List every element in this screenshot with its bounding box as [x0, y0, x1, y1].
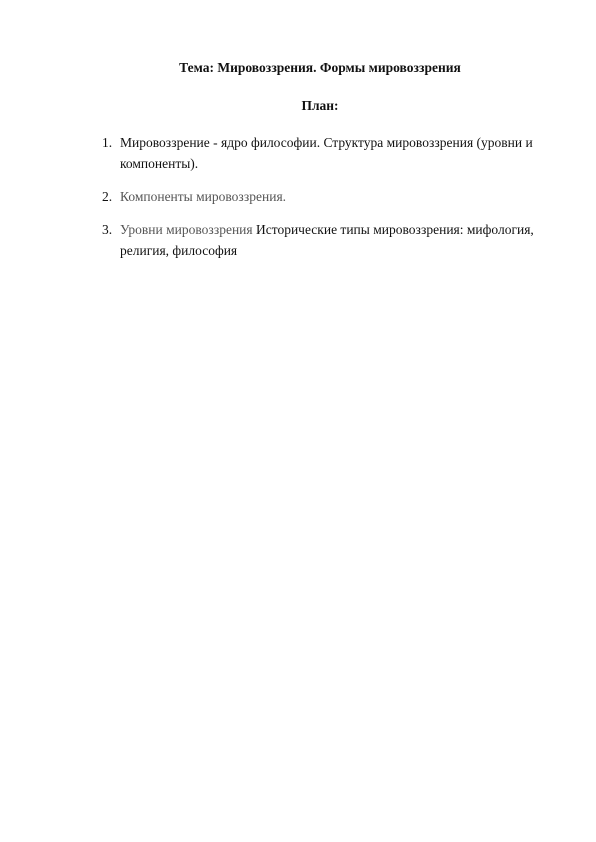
- plan-list: [102, 132, 562, 273]
- list-item: [102, 132, 562, 174]
- list-item-number: 1.: [102, 135, 113, 150]
- list-item-text: Исторические типы мировоззрения: мифология, религия, философия: [120, 222, 534, 258]
- plan-heading: План:: [301, 98, 339, 113]
- list-item-lead: Уровни мировоззрения: [120, 222, 253, 237]
- list-item-text: Мировоззрение - ядро философии. Структура мировоззрения (уровни и компоненты).: [120, 135, 533, 171]
- list-item: [102, 186, 562, 207]
- list-item-content: [120, 219, 562, 261]
- list-item-number: 3.: [102, 222, 113, 237]
- list-item-number: 2.: [102, 189, 113, 204]
- list-item: [102, 219, 562, 261]
- document-title: Тема: Мировоззрения. Формы мировоззрения: [179, 60, 461, 75]
- list-item-text: Компоненты мировоззрения.: [120, 189, 287, 204]
